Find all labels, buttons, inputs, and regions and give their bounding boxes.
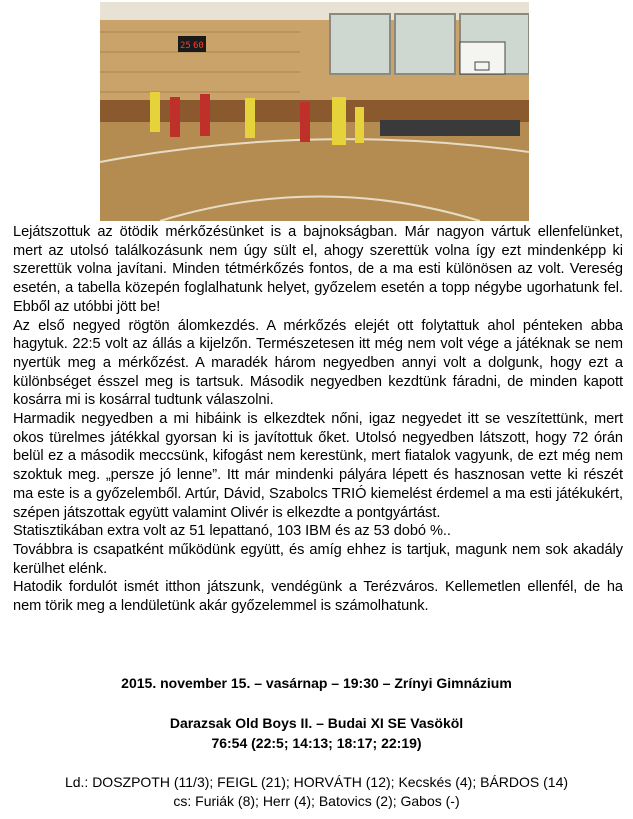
paragraph-stats: Statisztikában extra volt az 51 lepattanó, 103 IBM és az 53 dobó %.. [13, 523, 451, 540]
paragraph-next-round: Hatodik fordulót ismét itthon játszunk, vendégünk a Terézváros. Kellemetlen ellenfél, de ha nem törik meg a lendületünk akár győzelemmel is számolhatunk. [13, 579, 623, 615]
match-date-venue: 2015. november 15. – vasárnap – 19:30 – Zrínyi Gimnázium [121, 675, 512, 691]
game-photo [100, 2, 529, 221]
roster-substitutes: cs: Furiák (8); Herr (4); Batovics (2); Gabos (-) [173, 793, 460, 809]
match-teams: Darazsak Old Boys II. – Budai XI SE Vasököl [169, 715, 464, 731]
paragraph-intro: Lejátszottuk az ötödik mérkőzésünket is a bajnokságban. Már nagyon vártuk ellenfelünket, mert az utolsó találkozásunk nem úgy sült el, ahogy szerettük volna így ezt mindenképp ki szerettük volna javítani. Minden tétmérkőzés fontos, de a ma esti különösen az volt. Vereség esetén, a tabella közepén foglalhatunk helyet, győzelem esetén a topp négybe ugorhatunk fel. Ebből az utóbbi jött be! [13, 224, 623, 315]
scoreboard-away: 60 [193, 41, 204, 51]
roster-starters: Ld.: DOSZPOTH (11/3); FEIGL (21); HORVÁTH (12); Kecskés (4); BÁRDOS (14) [64, 774, 569, 790]
paragraph-third-quarter: Harmadik negyedben a mi hibáink is elkezdtek nőni, igaz negyedet itt se veszítettünk, mert okos türelmes játékkal gyorsan ki is javítottuk őket. Utolsó negyedben látszott, hogy 72 órán belül ez a második meccsünk, kifogást nem kerestünk, mert fiatalok vagyunk, de ezt még nem szoktuk meg. „persze jó lenne”. Itt már mindenki pályára lépett és hasznosan vette ki részét ma este is a győzelemből. Artúr, Dávid, Szabolcs TRIÓ kiemelést érdemel a ma esti játékukért, szépen játszottak együtt valamint Olivér is elkezdte a pontgyártást. [13, 411, 623, 521]
scoreboard-home: 25 [180, 41, 191, 51]
paragraph-first-quarter: Az első negyed rögtön álomkezdés. A mérkőzés elejét ott folytattuk ahol pénteken abba hagytuk. 22:5 volt az állás a kijelzőn. Természetesen itt még nem volt vége a játéknak se nem nyertük meg a mérkőzést. A maradék három negyedben annyi volt a dolgunk, hogy ezt a különbséget ésszel meg is tartsuk. Második negyedben kezdtünk fáradni, de minden kapott kosárra mi is kosárral tudtunk válaszolni. [13, 317, 623, 409]
basketball-court-illustration [100, 2, 529, 221]
match-score: 76:54 (22:5; 14:13; 18:17; 22:19) [211, 735, 422, 751]
paragraph-teamwork: Továbbra is csapatként működünk együtt, és amíg ehhez is tartjuk, magunk nem sok akadály kerülhet elénk. [13, 541, 623, 577]
match-report [13, 223, 623, 616]
